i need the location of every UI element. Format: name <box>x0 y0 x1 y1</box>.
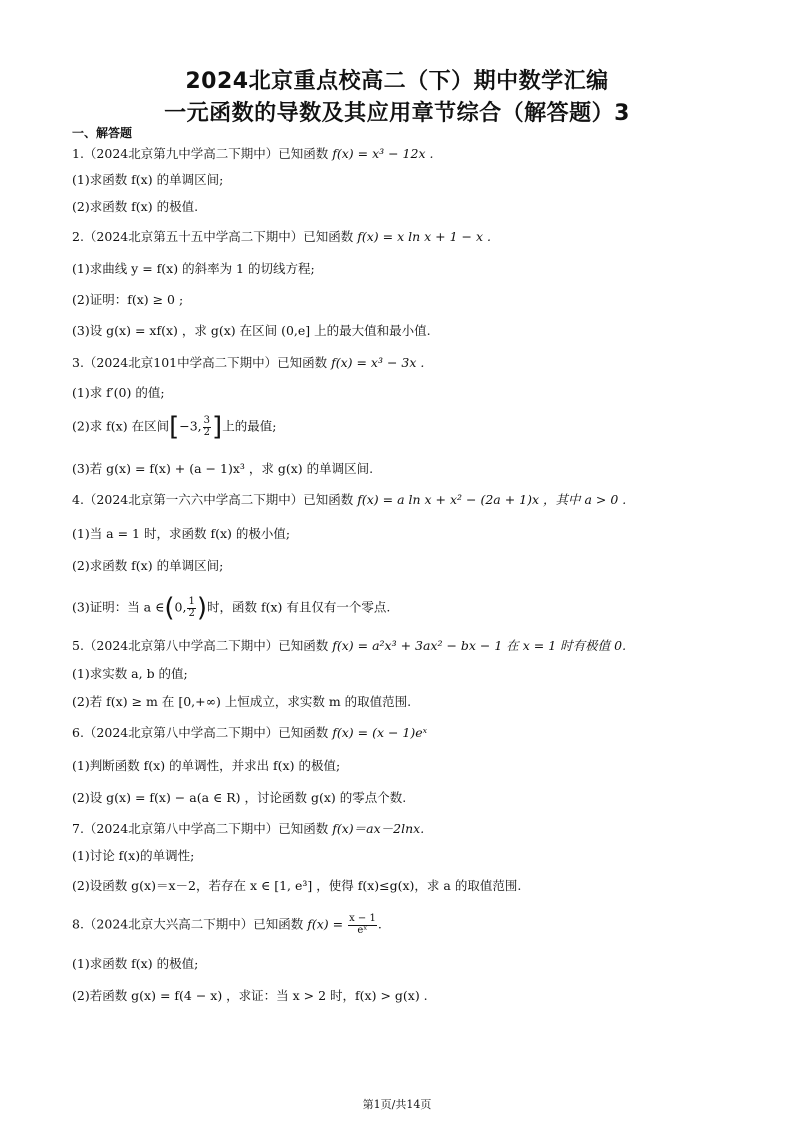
question-7 <box>72 823 424 836</box>
question-8-part2: (2)若函数 g(x) = f(4 − x) ，求证：当 x > 2 时，f(x) > g(x) . <box>72 988 428 1003</box>
question-3-part2 <box>72 414 276 440</box>
right-paren-icon: ) <box>196 593 207 623</box>
question-4 <box>72 494 626 507</box>
question-6-part1: (1)判断函数 f(x) 的单调性，并求出 f(x) 的极值; <box>72 758 341 773</box>
left-bracket-icon: [ <box>169 412 180 442</box>
question-6-part2: (2)设 g(x) = f(x) − a(a ∈ R) ，讨论函数 g(x) 的零点个数. <box>72 790 407 805</box>
document-title-line2: 一元函数的导数及其应用章节综合（解答题）3 <box>164 101 630 126</box>
q6-expr: f(x) = (x − 1)eˣ <box>328 725 428 740</box>
q5-expr: f(x) = a²x³ + 3ax² − bx − 1 在 x = 1 时有极值 0. <box>328 638 627 653</box>
q3-2-a: −3, <box>179 418 202 434</box>
document-title-line1: 2024北京重点校高二（下）期中数学汇编 <box>185 69 609 94</box>
question-1 <box>72 148 433 161</box>
question-4-part3 <box>72 595 390 621</box>
q7-head: 7.（2024北京第八中学高二下期中）已知函数 <box>72 821 329 836</box>
question-2-part2: (2)证明：f(x) ≥ 0 ; <box>72 292 184 307</box>
fraction-denominator: eˣ <box>357 924 368 936</box>
q3-head: 3.（2024北京101中学高二下期中）已知函数 <box>72 355 328 370</box>
question-2 <box>72 231 491 244</box>
question-6 <box>72 727 427 740</box>
question-5 <box>72 640 626 653</box>
question-4-part1: (1)当 a = 1 时，求函数 f(x) 的极小值; <box>72 526 291 541</box>
question-3 <box>72 357 424 370</box>
question-8-part1: (1)求函数 f(x) 的极值; <box>72 956 199 971</box>
question-7-part2: (2)设函数 g(x)＝x－2，若存在 x ∈ [1, e³] ，使得 f(x)≤g(x)，求 a 的取值范围. <box>72 878 522 893</box>
question-4-part2: (2)求函数 f(x) 的单调区间; <box>72 558 224 573</box>
q4-expr: f(x) = a ln x + x² − (2a + 1)x ，其中 a > 0 . <box>353 492 627 507</box>
question-2-part3: (3)设 g(x) = xf(x) ，求 g(x) 在区间 (0,e] 上的最大值和最小值. <box>72 323 431 338</box>
q7-expr: f(x)＝ax－2lnx. <box>328 821 425 836</box>
q8-post: . <box>377 916 382 932</box>
q4-3-a: 0, <box>174 599 187 615</box>
q4-head: 4.（2024北京第一六六中学高二下期中）已知函数 <box>72 492 354 507</box>
q4-3-pre: (3)证明：当 a ∈ <box>72 599 165 615</box>
q5-head: 5.（2024北京第八中学高二下期中）已知函数 <box>72 638 329 653</box>
q6-head: 6.（2024北京第八中学高二下期中）已知函数 <box>72 725 329 740</box>
fraction-numerator: 1 <box>188 596 195 607</box>
q3-2-pre: (2)求 f(x) 在区间 <box>72 418 170 434</box>
question-3-part1: (1)求 f′(0) 的值; <box>72 385 165 400</box>
fraction-numerator: x − 1 <box>349 913 376 924</box>
fraction <box>187 597 195 619</box>
question-3-part3: (3)若 g(x) = f(x) + (a − 1)x³ ，求 g(x) 的单调区间. <box>72 461 374 476</box>
q2-expr: f(x) = x ln x + 1 − x . <box>353 229 491 244</box>
q3-2-post: 上的最值; <box>222 418 277 434</box>
question-2-part1: (1)求曲线 y = f(x) 的斜率为 1 的切线方程; <box>72 261 315 276</box>
fraction <box>203 416 211 438</box>
q4-3-post: 时，函数 f(x) 有且仅有一个零点. <box>206 599 391 615</box>
question-5-part2: (2)若 f(x) ≥ m 在 [0,+∞) 上恒成立，求实数 m 的取值范围. <box>72 694 412 709</box>
fraction-numerator: 3 <box>203 415 211 426</box>
q3-expr: f(x) = x³ − 3x . <box>327 355 425 370</box>
section-heading: 一、解答题 <box>72 126 133 140</box>
q1-head: 1.（2024北京第九中学高二下期中）已知函数 <box>72 146 329 161</box>
right-bracket-icon: ] <box>212 412 223 442</box>
q1-expr: f(x) = x³ − 12x . <box>328 146 434 161</box>
question-1-part1: (1)求函数 f(x) 的单调区间; <box>72 172 224 187</box>
q8-head: 8.（2024北京大兴高二下期中）已知函数 <box>72 916 304 932</box>
fraction-denominator: 2 <box>188 607 195 619</box>
fraction-denominator: 2 <box>203 426 211 438</box>
page-footer: 第1页/共14页 <box>362 1098 432 1111</box>
left-paren-icon: ( <box>164 593 175 623</box>
question-1-part2: (2)求函数 f(x) 的极值. <box>72 199 199 214</box>
q2-head: 2.（2024北京第五十五中学高二下期中）已知函数 <box>72 229 354 244</box>
q8-pre: f(x) = <box>303 916 348 932</box>
question-8 <box>72 914 382 936</box>
question-7-part1: (1)讨论 f(x)的单调性; <box>72 848 195 863</box>
question-5-part1: (1)求实数 a, b 的值; <box>72 666 188 681</box>
fraction <box>348 914 377 936</box>
